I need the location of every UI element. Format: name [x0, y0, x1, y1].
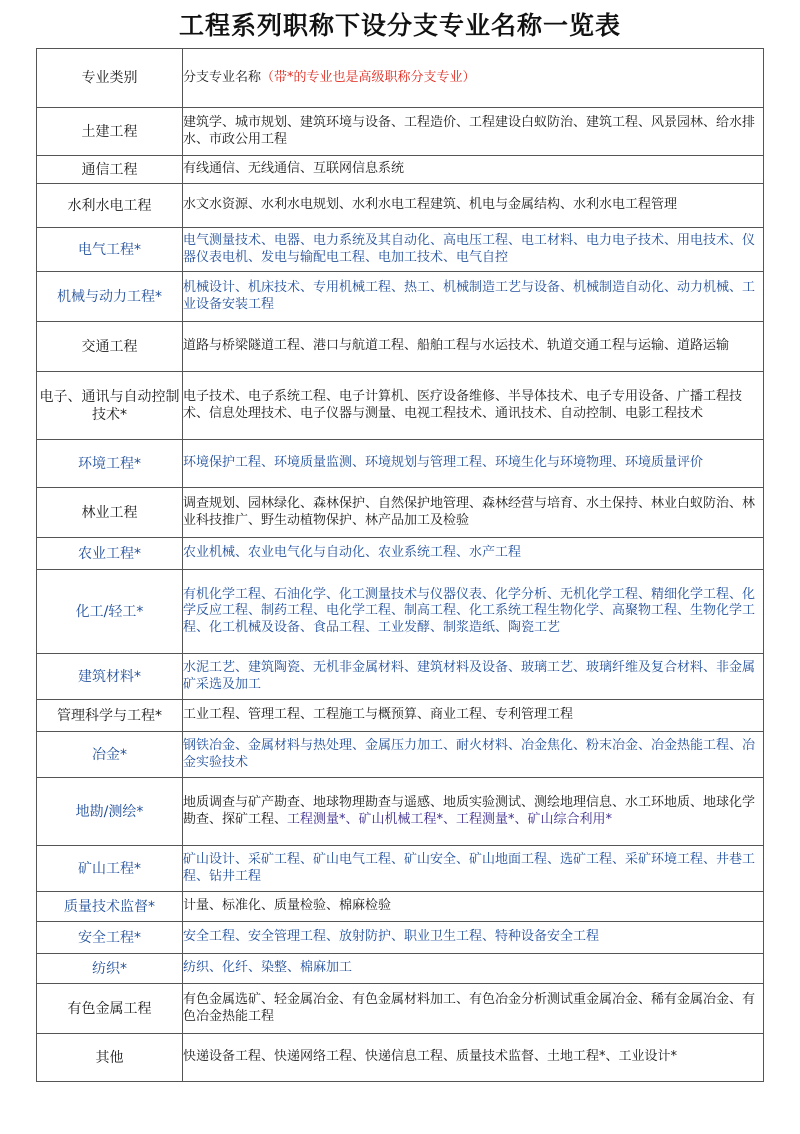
- row-specialties: 快递设备工程、快递网络工程、快递信息工程、质量技术监督、土地工程*、工业设计*: [183, 1034, 764, 1082]
- row-category: 安全工程*: [37, 922, 183, 954]
- row-specialties: [183, 778, 764, 846]
- table-row: [37, 228, 764, 272]
- row-specialties: 矿山设计、采矿工程、矿山电气工程、矿山安全、矿山地面工程、选矿工程、采矿环境工程、井巷工程、钻井工程: [183, 846, 764, 892]
- table-row: [37, 488, 764, 538]
- table-header-row: [37, 49, 764, 108]
- table-row: [37, 778, 764, 846]
- table-row: [37, 440, 764, 488]
- row-category: 其他: [37, 1034, 183, 1082]
- table-row: [37, 156, 764, 184]
- header-category: 专业类别: [37, 49, 183, 108]
- table-row: [37, 570, 764, 654]
- table-row: [37, 892, 764, 922]
- table-row: [37, 732, 764, 778]
- table-row: [37, 1034, 764, 1082]
- header-specialty-label: 分支专业名称: [183, 69, 262, 85]
- row-category: 冶金*: [37, 732, 183, 778]
- row-category: 通信工程: [37, 156, 183, 184]
- row-specialties: 有线通信、无线通信、互联网信息系统: [183, 156, 764, 184]
- table-row: [37, 322, 764, 372]
- row-category: 交通工程: [37, 322, 183, 372]
- row-specialties-marked: 工程测量*、矿山机械工程*、工程测量*、矿山综合利用*: [287, 811, 613, 827]
- header-note: （带*的专业也是高级职称分支专业）: [261, 69, 476, 85]
- row-specialties: 环境保护工程、环境质量监测、环境规划与管理工程、环境生化与环境物理、环境质量评价: [183, 440, 764, 488]
- table-row: [37, 846, 764, 892]
- table-row: [37, 954, 764, 984]
- row-category: 土建工程: [37, 108, 183, 156]
- row-category: 纺织*: [37, 954, 183, 984]
- row-category: 林业工程: [37, 488, 183, 538]
- row-specialties: 道路与桥梁隧道工程、港口与航道工程、船舶工程与水运技术、轨道交通工程与运输、道路运输: [183, 322, 764, 372]
- row-specialties: 机械设计、机床技术、专用机械工程、热工、机械制造工艺与设备、机械制造自动化、动力机械、工业设备安装工程: [183, 272, 764, 322]
- table-row: [37, 538, 764, 570]
- specialty-table: [36, 48, 764, 1082]
- row-specialties: 工业工程、管理工程、工程施工与概预算、商业工程、专利管理工程: [183, 700, 764, 732]
- row-category: 农业工程*: [37, 538, 183, 570]
- table-row: [37, 984, 764, 1034]
- row-specialties: 计量、标准化、质量检验、棉麻检验: [183, 892, 764, 922]
- row-category: 环境工程*: [37, 440, 183, 488]
- row-specialties: 调查规划、园林绿化、森林保护、自然保护地管理、森林经营与培育、水土保持、林业白蚁防治、林业科技推广、野生动植物保护、林产品加工及检验: [183, 488, 764, 538]
- row-category: 电气工程*: [37, 228, 183, 272]
- row-specialties: 纺织、化纤、染整、棉麻加工: [183, 954, 764, 984]
- row-category: 电子、通讯与自动控制技术*: [37, 372, 183, 440]
- row-specialties: 电子技术、电子系统工程、电子计算机、医疗设备维修、半导体技术、电子专用设备、广播工程技术、信息处理技术、电子仪器与测量、电视工程技术、通讯技术、自动控制、电影工程技术: [183, 372, 764, 440]
- row-category: 机械与动力工程*: [37, 272, 183, 322]
- row-specialties: 安全工程、安全管理工程、放射防护、职业卫生工程、特种设备安全工程: [183, 922, 764, 954]
- row-category: 管理科学与工程*: [37, 700, 183, 732]
- table-row: [37, 108, 764, 156]
- row-specialties: 农业机械、农业电气化与自动化、农业系统工程、水产工程: [183, 538, 764, 570]
- row-specialties-plain: 地质调查与矿产勘查、地球物理勘查与遥感、地质实验测试、测绘地理信息、水工环地质、地球化学勘查、探矿工程、: [183, 795, 756, 827]
- page-title: 工程系列职称下设分支专业名称一览表: [178, 11, 621, 40]
- row-category: 建筑材料*: [37, 654, 183, 700]
- table-row: [37, 654, 764, 700]
- row-specialties: 建筑学、城市规划、建筑环境与设备、工程造价、工程建设白蚁防治、建筑工程、风景园林、给水排水、市政公用工程: [183, 108, 764, 156]
- row-category: 化工/轻工*: [37, 570, 183, 654]
- row-category: 水利水电工程: [37, 184, 183, 228]
- row-specialties: 水泥工艺、建筑陶瓷、无机非金属材料、建筑材料及设备、玻璃工艺、玻璃纤维及复合材料、非金属矿采选及加工: [183, 654, 764, 700]
- row-category: 质量技术监督*: [37, 892, 183, 922]
- row-specialties: 钢铁冶金、金属材料与热处理、金属压力加工、耐火材料、冶金焦化、粉末冶金、冶金热能工程、冶金实验技术: [183, 732, 764, 778]
- header-specialty: [183, 49, 764, 108]
- row-category: 有色金属工程: [37, 984, 183, 1034]
- row-specialties: 有机化学工程、石油化学、化工测量技术与仪器仪表、化学分析、无机化学工程、精细化学工程、化学反应工程、制药工程、电化学工程、制高工程、化工系统工程生物化学、高聚物工程、生物化学工程、化工机械及设备、食品工程、工业发酵、制浆造纸、陶瓷工艺: [183, 570, 764, 654]
- row-category: 地勘/测绘*: [37, 778, 183, 846]
- row-specialties: 电气测量技术、电器、电力系统及其自动化、高电压工程、电工材料、电力电子技术、用电技术、仪器仪表电机、发电与输配电工程、电加工技术、电气自控: [183, 228, 764, 272]
- row-specialties: 有色金属选矿、轻金属冶金、有色金属材料加工、有色冶金分析测试重金属冶金、稀有金属冶金、有色冶金热能工程: [183, 984, 764, 1034]
- table-row: [37, 372, 764, 440]
- table-row: [37, 272, 764, 322]
- table-row: [37, 700, 764, 732]
- table-row: [37, 184, 764, 228]
- row-category: 矿山工程*: [37, 846, 183, 892]
- row-specialties: 水文水资源、水利水电规划、水利水电工程建筑、机电与金属结构、水利水电工程管理: [183, 184, 764, 228]
- table-row: [37, 922, 764, 954]
